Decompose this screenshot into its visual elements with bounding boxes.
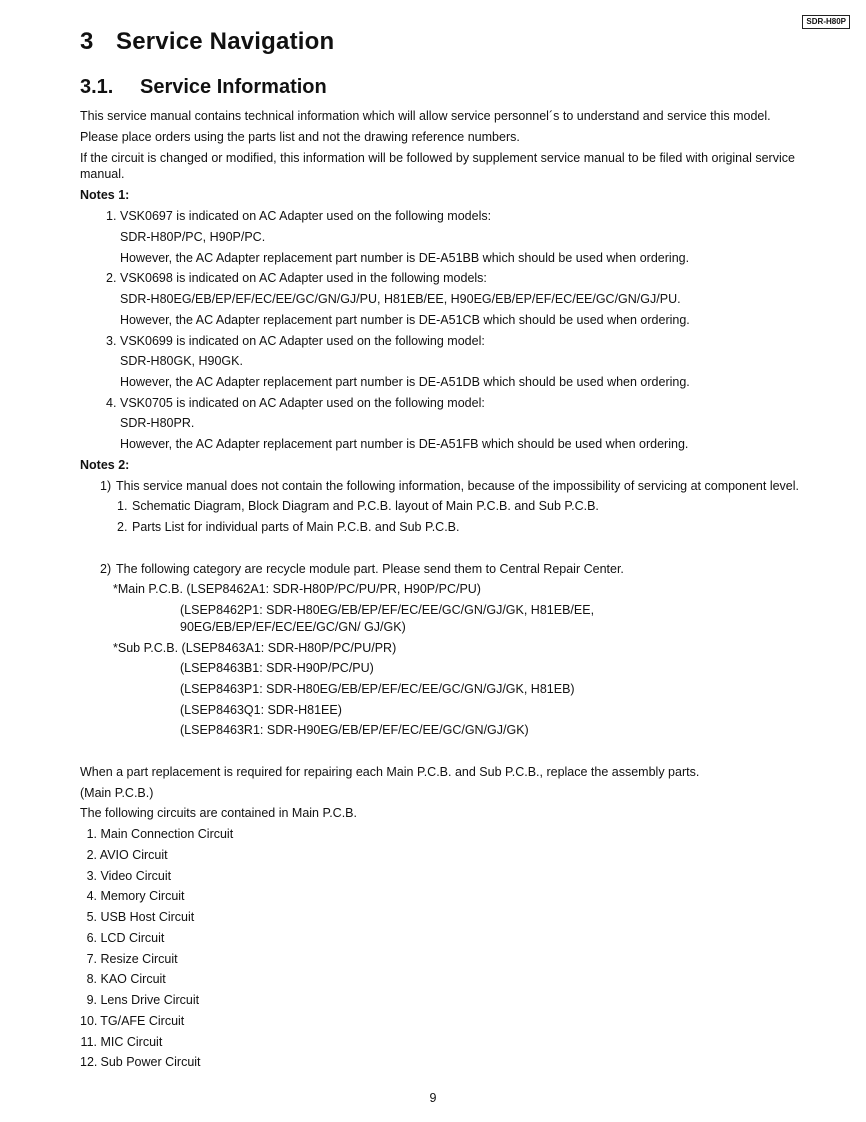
circuit-list-item <box>80 1054 201 1070</box>
circuit-name: Resize Circuit <box>100 952 178 966</box>
circuit-num: 7. <box>86 952 97 966</box>
circuit-name: LCD Circuit <box>100 931 165 945</box>
notes1-item-models: SDR-H80GK, H90GK. <box>120 354 243 368</box>
circuit-num: 5. <box>86 910 97 924</box>
sub-pcb-detail: (LSEP8463Q1: SDR-H81EE) <box>180 703 342 717</box>
chapter-title <box>80 28 334 56</box>
circuit-list-item <box>80 971 166 987</box>
circuit-num: 3. <box>86 869 97 883</box>
circuit-list-item <box>80 930 164 946</box>
circuit-num: 8. <box>86 972 97 986</box>
circuit-name: Memory Circuit <box>100 889 185 903</box>
notes2-subitem-text: Parts List for individual parts of Main P.C.B. and Sub P.C.B. <box>132 520 460 534</box>
circuit-name: AVIO Circuit <box>99 848 168 862</box>
circuit-name: Video Circuit <box>100 869 172 883</box>
circuit-num: 11. <box>80 1035 97 1049</box>
circuit-list-item <box>80 1013 184 1029</box>
notes2-subitem-num: 1. <box>117 499 128 513</box>
notes1-item-text: VSK0697 is indicated on AC Adapter used on the following models: <box>120 209 492 223</box>
main-pcb-line: *Main P.C.B. (LSEP8462A1: SDR-H80P/PC/PU/PR, H90P/PC/PU) <box>113 582 481 596</box>
notes1-item-num: 3. <box>106 334 117 348</box>
chapter-title-text: Service Navigation <box>116 28 335 55</box>
sub-pcb-detail: (LSEP8463B1: SDR-H90P/PC/PU) <box>180 661 374 675</box>
intro-line: Please place orders using the parts list and not the drawing reference numbers. <box>80 130 520 144</box>
circuit-name: Lens Drive Circuit <box>100 993 200 1007</box>
notes1-item-num: 2. <box>106 271 117 285</box>
circuit-num: 2. <box>86 848 97 862</box>
section-number: 3.1. <box>80 76 114 98</box>
section-title-text: Service Information <box>140 76 327 98</box>
circuit-name: KAO Circuit <box>100 972 166 986</box>
intro-line: If the circuit is changed or modified, this information will be followed by supplement service manual to be filed with original service manual. <box>80 151 795 181</box>
circuit-list-item <box>80 826 233 842</box>
main-pcb-detail: (LSEP8462P1: SDR-H80EG/EB/EP/EF/EC/EE/GC/GN/GJ/GK, H81EB/EE, <box>180 603 595 617</box>
notes1-item-num: 1. <box>106 209 117 223</box>
replacement-line: (Main P.C.B.) <box>80 786 154 800</box>
replacement-line: When a part replacement is required for repairing each Main P.C.B. and Sub P.C.B., replace the assembly parts. <box>80 765 700 779</box>
circuit-list-item <box>80 868 171 884</box>
notes1-item-however: However, the AC Adapter replacement part number is DE-A51DB which should be used when ordering. <box>120 375 690 389</box>
replacement-line: The following circuits are contained in Main P.C.B. <box>80 806 357 820</box>
intro-line: This service manual contains technical information which will allow service personnel´s to understand and service this model. <box>80 109 771 123</box>
circuit-num: 4. <box>86 889 97 903</box>
section-title <box>80 76 327 99</box>
page-number: 9 <box>429 1091 437 1105</box>
notes2-item-text: The following category are recycle module part. Please send them to Central Repair Center. <box>116 562 624 576</box>
circuit-num: 6. <box>86 931 97 945</box>
chapter-number: 3 <box>80 28 94 55</box>
sub-pcb-detail: (LSEP8463R1: SDR-H90EG/EB/EP/EF/EC/EE/GC/GN/GJ/GK) <box>180 723 529 737</box>
notes2-item-num: 2) <box>100 562 112 576</box>
circuit-name: USB Host Circuit <box>100 910 195 924</box>
circuit-list-item <box>80 909 194 925</box>
notes1-item-models: SDR-H80PR. <box>120 416 195 430</box>
notes2-item-num: 1) <box>100 479 112 493</box>
notes1-item-models: SDR-H80P/PC, H90P/PC. <box>120 230 266 244</box>
circuit-name: Main Connection Circuit <box>100 827 234 841</box>
circuit-list-item <box>80 951 178 967</box>
circuit-num: 10. <box>80 1014 98 1028</box>
circuit-list-item <box>80 847 168 863</box>
notes1-item-num: 4. <box>106 396 117 410</box>
notes1-item-text: VSK0698 is indicated on AC Adapter used in the following models: <box>120 271 487 285</box>
circuit-num: 12. <box>80 1055 98 1069</box>
notes1-item-text: VSK0699 is indicated on AC Adapter used on the following model: <box>120 334 485 348</box>
notes1-item-text: VSK0705 is indicated on AC Adapter used on the following model: <box>120 396 485 410</box>
circuit-list-item <box>80 1034 162 1050</box>
notes1-item-however: However, the AC Adapter replacement part number is DE-A51BB which should be used when ordering. <box>120 251 690 265</box>
notes1-item-however: However, the AC Adapter replacement part number is DE-A51FB which should be used when ordering. <box>120 437 689 451</box>
circuit-name: MIC Circuit <box>100 1035 163 1049</box>
main-pcb-detail: 90EG/EB/EP/EF/EC/EE/GC/GN/ GJ/GK) <box>180 620 406 634</box>
circuit-name: TG/AFE Circuit <box>100 1014 185 1028</box>
notes1-item-however: However, the AC Adapter replacement part number is DE-A51CB which should be used when ordering. <box>120 313 690 327</box>
notes2-heading: Notes 2: <box>80 458 130 472</box>
circuit-list-item <box>80 888 185 904</box>
notes2-item-text: This service manual does not contain the following information, because of the impossibility of servicing at component level. <box>116 479 799 493</box>
sub-pcb-detail: (LSEP8463P1: SDR-H80EG/EB/EP/EF/EC/EE/GC/GN/GJ/GK, H81EB) <box>180 682 575 696</box>
model-tag: SDR-H80P <box>802 15 850 29</box>
circuit-list-item <box>80 992 199 1008</box>
notes2-subitem-num: 2. <box>117 520 128 534</box>
circuit-name: Sub Power Circuit <box>100 1055 201 1069</box>
notes2-subitem-text: Schematic Diagram, Block Diagram and P.C.B. layout of Main P.C.B. and Sub P.C.B. <box>132 499 599 513</box>
sub-pcb-line: *Sub P.C.B. (LSEP8463A1: SDR-H80P/PC/PU/PR) <box>113 641 397 655</box>
notes1-item-models: SDR-H80EG/EB/EP/EF/EC/EE/GC/GN/GJ/PU, H81EB/EE, H90EG/EB/EP/EF/EC/EE/GC/GN/GJ/PU. <box>120 292 681 306</box>
notes1-heading: Notes 1: <box>80 188 130 202</box>
circuit-num: 9. <box>86 993 97 1007</box>
circuit-num: 1. <box>86 827 97 841</box>
